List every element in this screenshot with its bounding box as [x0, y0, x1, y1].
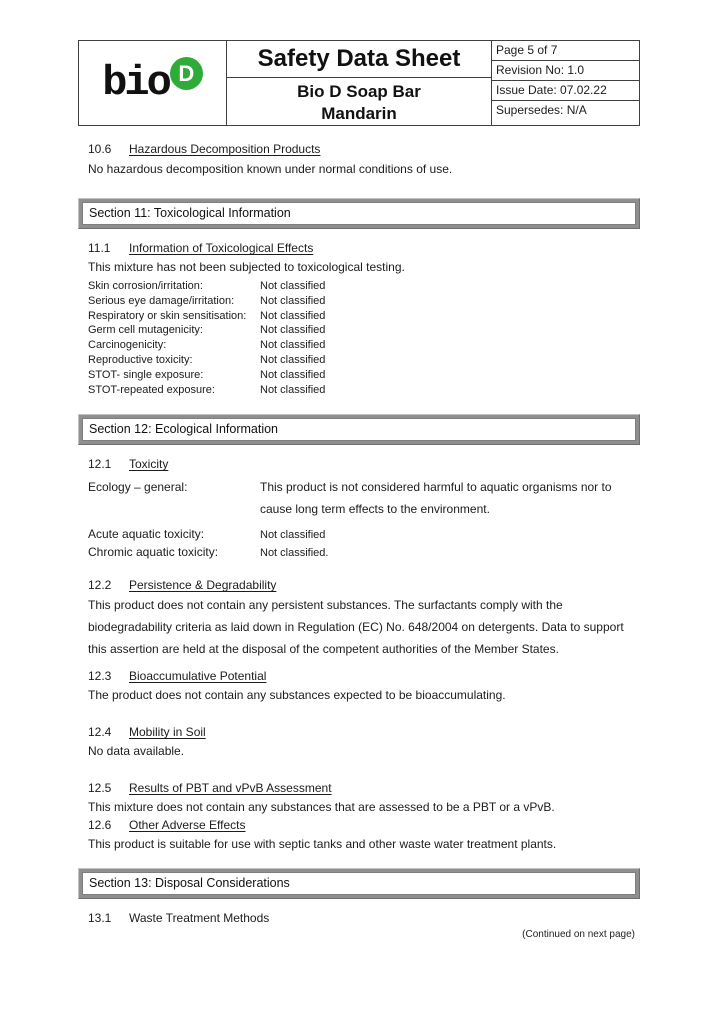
row-value: Not classified	[260, 309, 326, 322]
subsection-heading-13-1	[88, 911, 635, 926]
supersedes: Supersedes: N/A	[496, 103, 587, 117]
paragraph-12-3: The product does not contain any substances expected to be bioaccumulating.	[88, 688, 506, 703]
row-label: Serious eye damage/irritation:	[88, 294, 235, 307]
subsection-number: 12.5	[88, 781, 112, 796]
table-row	[88, 338, 635, 353]
section-13-title: Section 13: Disposal Considerations	[82, 872, 636, 895]
subsection-number: 11.1	[88, 241, 111, 255]
toxicology-table	[88, 279, 635, 397]
table-row	[88, 368, 635, 383]
subsection-number: 12.1	[88, 457, 112, 472]
logo-badge-icon: D	[170, 57, 203, 90]
row-label: Skin corrosion/irritation:	[88, 280, 203, 292]
row-value: Not classified.	[260, 547, 329, 560]
section-11-header	[78, 198, 640, 229]
product-name: Bio D Soap Bar	[297, 82, 421, 101]
subsection-title: Toxicity	[129, 457, 169, 472]
subsection-number: 12.2	[88, 578, 112, 593]
subsection-title: Persistence & Degradability	[129, 578, 277, 593]
product-variant: Mandarin	[321, 104, 397, 123]
subsection-title: Mobility in Soil	[129, 725, 206, 740]
logo-wrap	[102, 55, 203, 111]
row-value: Not classified	[260, 280, 326, 292]
subsection-number: 12.3	[88, 669, 112, 684]
revision-number: Revision No: 1.0	[492, 61, 639, 81]
table-row	[88, 526, 635, 544]
row-label: STOT-repeated exposure:	[88, 383, 215, 396]
subsection-title: Results of PBT and vPvB Assessment	[129, 781, 332, 796]
subsection-title: Bioaccumulative Potential	[129, 669, 267, 684]
subsection-heading-11-1	[88, 241, 635, 256]
paragraph-10-6: No hazardous decomposition known under normal conditions of use.	[88, 162, 453, 176]
page-indicator: Page 5 of 7	[492, 41, 639, 61]
subsection-heading-12-3	[88, 669, 635, 684]
title-cell	[227, 41, 492, 125]
row-value: Not classified	[260, 368, 326, 381]
section-12-title: Section 12: Ecological Information	[82, 418, 636, 441]
row-label: STOT- single exposure:	[88, 368, 204, 381]
row-value: Not classified	[260, 529, 326, 542]
subsection-title: Other Adverse Effects	[129, 818, 246, 833]
row-value: Not classified	[260, 324, 326, 337]
table-row	[88, 476, 635, 520]
row-value: This product is not considered harmful to aquatic organisms nor to cause long term effects to the environment.	[260, 480, 612, 517]
subsection-title: Information of Toxicological Effects	[129, 241, 314, 255]
subsection-title: Waste Treatment Methods	[129, 911, 270, 926]
row-label: Germ cell mutagenicity:	[88, 324, 203, 337]
row-value: Not classified	[260, 383, 326, 396]
subsection-number: 12.4	[88, 725, 112, 740]
paragraph-12-6: This product is suitable for use with septic tanks and other waste water treatment plants.	[88, 837, 557, 852]
row-label: Respiratory or skin sensitisation:	[88, 309, 247, 322]
continued-note: (Continued on next page)	[522, 929, 635, 941]
subsection-title: Hazardous Decomposition Products	[129, 142, 321, 156]
section-12-header	[78, 414, 640, 445]
subsection-heading-12-5	[88, 781, 635, 796]
row-value: Not classified	[260, 294, 326, 307]
document-title: Safety Data Sheet	[227, 41, 491, 78]
paragraph-12-5: This mixture does not contain any substances that are assessed to be a PBT or a vPvB.	[88, 800, 555, 815]
subsection-number: 10.6	[88, 142, 112, 156]
logo	[79, 41, 227, 125]
logo-text: bio	[102, 59, 169, 107]
product-title	[227, 78, 491, 125]
row-label: Carcinogenicity:	[88, 339, 167, 352]
subsection-heading-12-4	[88, 725, 635, 740]
meta-cell	[492, 41, 639, 125]
subsection-heading-12-6	[88, 818, 635, 833]
table-row	[88, 294, 635, 309]
header-table	[78, 40, 640, 126]
subsection-heading-12-2	[88, 578, 635, 593]
paragraph-12-2: This product does not contain any persistent substances. The surfactants comply with the biodegradability criteria as laid down in Regulation (EC) No. 648/2004 on detergents. Data to support this assertion are held at the disposal of the competent authorities of the Member States.	[88, 598, 624, 657]
ecology-table	[88, 476, 635, 562]
row-value: Not classified	[260, 339, 326, 352]
row-label: Ecology – general:	[88, 480, 188, 495]
subsection-heading-10-6	[88, 142, 635, 157]
row-value: Not classified	[260, 353, 326, 366]
row-label: Reproductive toxicity:	[88, 353, 193, 366]
section-11-title: Section 11: Toxicological Information	[82, 202, 636, 225]
subsection-number: 12.6	[88, 818, 112, 833]
document-body	[88, 126, 635, 941]
subsection-number: 13.1	[88, 911, 112, 926]
issue-date: Issue Date: 07.02.22	[492, 81, 639, 101]
table-row	[88, 323, 635, 338]
subsection-heading-12-1	[88, 457, 635, 472]
table-row	[88, 383, 635, 398]
table-row	[88, 279, 635, 294]
row-label: Acute aquatic toxicity:	[88, 527, 205, 542]
section-13-header	[78, 868, 640, 899]
paragraph-11-1: This mixture has not been subjected to toxicological testing.	[88, 260, 405, 274]
table-row	[88, 309, 635, 324]
paragraph-12-4: No data available.	[88, 744, 185, 759]
row-label: Chromic aquatic toxicity:	[88, 545, 219, 560]
table-row	[88, 544, 635, 562]
table-row	[88, 353, 635, 368]
